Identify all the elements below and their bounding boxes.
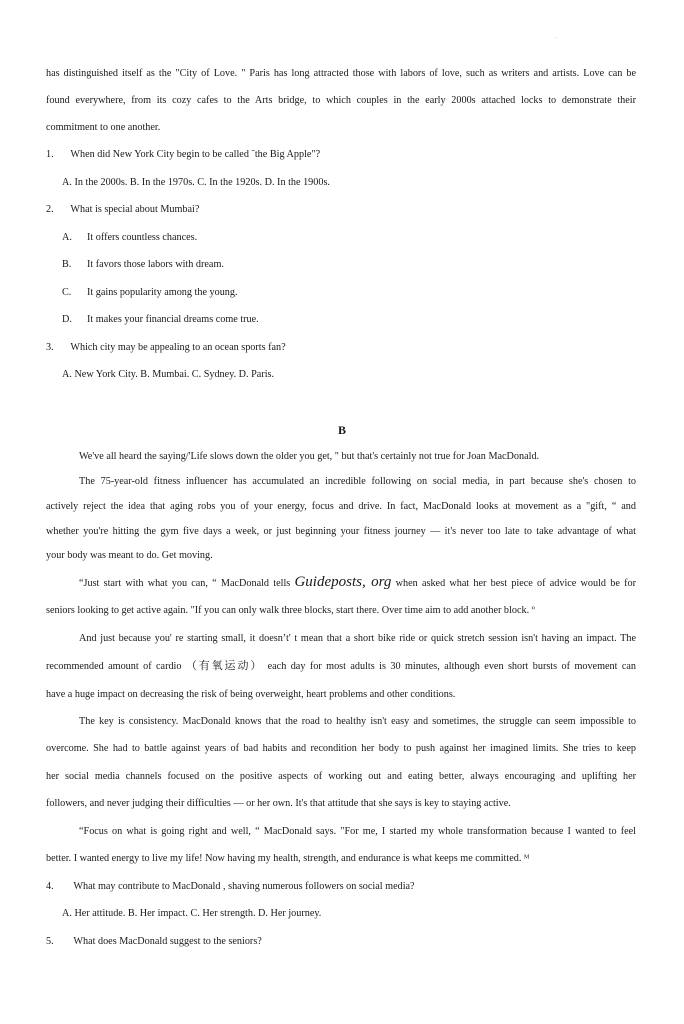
question-number: 2.	[46, 204, 54, 215]
question-text: When did New York City begin to be called ˜the Big Apple"?	[70, 149, 321, 160]
question-2	[46, 203, 636, 217]
article-paragraph-line	[46, 659, 636, 674]
article-paragraph-line: better. I wanted energy to live my life! Now having my health, strength, and endurance is what keeps me committed. ᴹ	[46, 853, 530, 864]
question-3-options: A. New York City. B. Mumbai. C. Sydney. D. Paris.	[62, 369, 275, 380]
question-number: 4.	[46, 881, 54, 892]
option-letter: D.	[62, 314, 72, 325]
question-text: What does MacDonald suggest to the seniors?	[73, 936, 262, 947]
option-text: It gains popularity among the young.	[87, 287, 238, 298]
option-letter: C.	[62, 287, 72, 298]
article-paragraph-line: And just because you' re starting small, it doesn’t' t mean that a short bike ride or quick stretch session isn't having an impact. The	[79, 633, 636, 644]
question-text: What is special about Mumbai?	[70, 204, 200, 215]
question-5	[46, 935, 636, 949]
corner-mark: .	[556, 34, 558, 40]
question-1-options: A. In the 2000s. B. In the 1970s. C. In the 1920s. D. In the 1900s.	[62, 177, 330, 188]
article-paragraph-line: whether you're hitting the gym five days a week, or just beginning your fitness journey — it's never too late to take advantage of what	[46, 526, 636, 537]
article-paragraph-line: The key is consistency. MacDonald knows that the road to healthy isn't easy and sometimes, the struggle can seem impossible to	[79, 716, 636, 727]
question-number: 1.	[46, 149, 54, 160]
paris-paragraph-line: commitment to one another.	[46, 122, 161, 133]
paris-paragraph-line: has distinguished itself as the "City of Love. " Paris has long attracted those with labors of love, such as writers and artists. Love can be	[46, 68, 636, 79]
article-paragraph-line	[79, 575, 636, 591]
article-paragraph-line: overcome. She had to battle against years of bad habits and recondition her body to push against her imagined limits. She tries to keep	[46, 743, 636, 754]
text-run: when asked what her best piece of advice would be for	[391, 578, 636, 589]
option-text: It favors those labors with dream.	[87, 259, 224, 270]
question-3	[46, 341, 636, 355]
article-paragraph-line: your body was meant to do. Get moving.	[46, 550, 213, 561]
article-paragraph-line: have a huge impact on decreasing the risk of being overweight, heart problems and other conditions.	[46, 689, 456, 700]
question-text: What may contribute to MacDonald , shaving numerous followers on social media?	[73, 881, 415, 892]
paris-paragraph-line: found everywhere, from its cozy cafes to the Arts bridge, to which couples in the early 2000s attached locks to demonstrate their	[46, 95, 636, 106]
article-paragraph-line: seniors looking to get active again. "If you can only walk three blocks, start there. Over time aim to add another block. º	[46, 605, 535, 616]
text-run: each day for most adults is 30 minutes, although even short bursts of movement can	[263, 661, 637, 672]
article-paragraph-line: “Focus on what is going right and well, “ MacDonald says. "For me, I started my whole transformation because I wanted to feel	[79, 826, 636, 837]
text-run: recommended amount of cardio	[46, 661, 186, 672]
question-text: Which city may be appealing to an ocean sports fan?	[70, 342, 286, 353]
question-4-options: A. Her attitude. B. Her impact. C. Her strength. D. Her journey.	[62, 908, 322, 919]
article-paragraph-line: The 75-year-old fitness influencer has accumulated an incredible following on social media, in part because she's chosen to	[79, 476, 636, 487]
article-paragraph-line: actively reject the idea that aging robs you of your energy, focus and drive. In fact, MacDonald looks at movement as a "gift, “ and	[46, 501, 636, 512]
source-name: Guideposts, org	[294, 574, 392, 590]
question-number: 5.	[46, 936, 54, 947]
article-paragraph-line: We've all heard the saying/'Life slows down the older you get, " but that's certainly not true for Joan MacDonald.	[79, 451, 540, 462]
article-paragraph-line: her social media channels focused on the positive aspects of working out and eating better, always encouraging and uplifting her	[46, 771, 636, 782]
text-run: “Just start with what you can, “ MacDonald tells	[79, 578, 295, 589]
chinese-gloss: （有氧运动）	[185, 659, 264, 672]
option-text: It makes your financial dreams come true.	[87, 314, 259, 325]
article-paragraph-line: followers, and never judging their difficulties — or her own. It's that attitude that she says is key to staying active.	[46, 798, 511, 809]
question-number: 3.	[46, 342, 54, 353]
question-4	[46, 880, 636, 894]
option-letter: A.	[62, 232, 72, 243]
option-text: It offers countless chances.	[87, 232, 198, 243]
section-heading: B	[337, 423, 346, 437]
question-1	[46, 148, 636, 162]
option-letter: B.	[62, 259, 72, 270]
